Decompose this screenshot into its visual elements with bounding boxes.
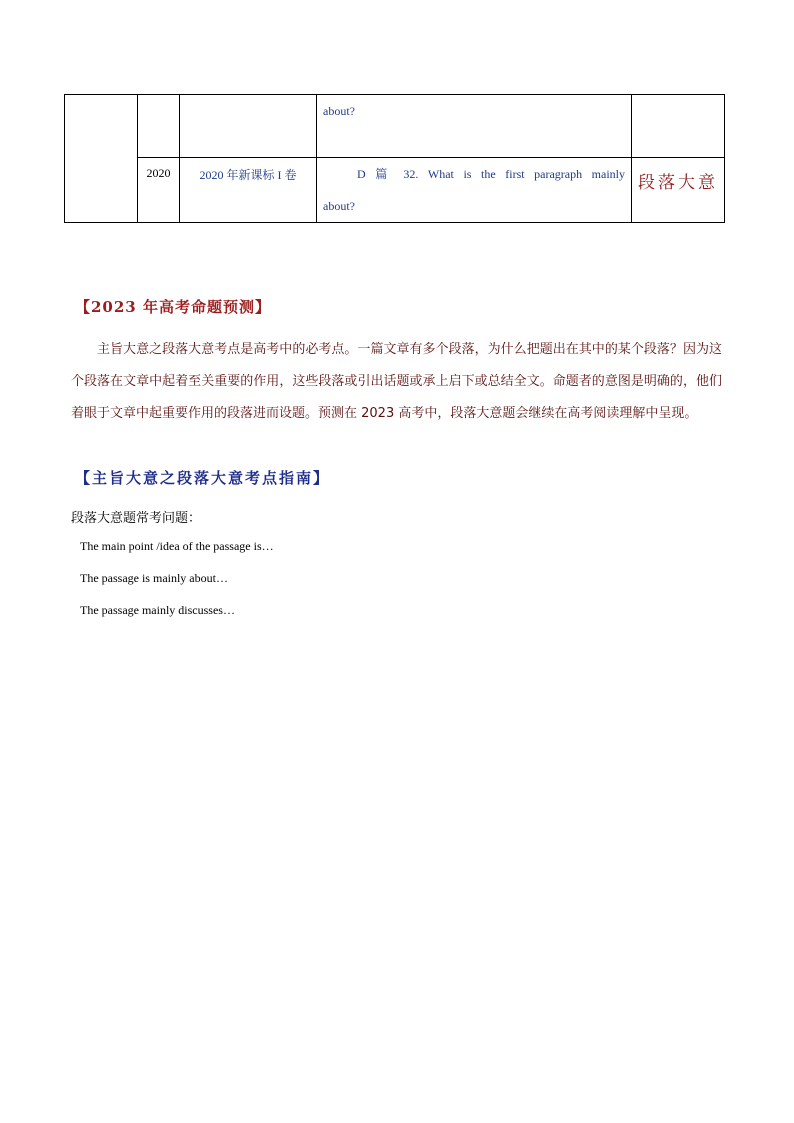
table-row — [65, 95, 725, 158]
guide-heading: 【主旨大意之段落大意考点指南】 — [75, 469, 331, 487]
common-questions-label: 段落大意题常考问题： — [71, 511, 202, 526]
type-cell: 段落大意 — [632, 158, 725, 223]
question-line-1: D 篇 32. What is the first paragraph mainly — [357, 167, 625, 181]
table-row — [65, 158, 725, 223]
question-cell — [317, 158, 632, 223]
prediction-heading: 【2023 年高考命题预测】 — [75, 298, 271, 316]
exam-table — [64, 94, 725, 223]
question-line-2: about? — [323, 199, 355, 213]
year-cell: 2020 — [138, 158, 180, 223]
question-phrase: The passage is mainly about… — [80, 571, 228, 585]
question-phrase: The main point /idea of the passage is… — [80, 539, 274, 553]
question-text: about? — [323, 104, 355, 118]
prediction-paragraph: 主旨大意之段落大意考点是高考中的必考点。一篇文章有多个段落，为什么把题出在其中的某个段落？因为这个段落在文章中起着至关重要的作用，这些段落或引出话题或承上启下或总结全文。命题者的意图是明确的，他们着眼于文章中起重要作用的段落进而设题。预测在 2023 高考中，段落大意题会继续在高考阅读理解中呈现。 — [71, 342, 722, 421]
type-cell — [632, 95, 725, 158]
question-cell — [317, 95, 632, 158]
year-cell — [138, 95, 180, 158]
source-cell: 2020 年新课标 I 卷 — [180, 158, 317, 223]
source-cell — [180, 95, 317, 158]
question-phrase: The passage mainly discusses… — [80, 603, 235, 617]
category-cell — [65, 95, 138, 223]
